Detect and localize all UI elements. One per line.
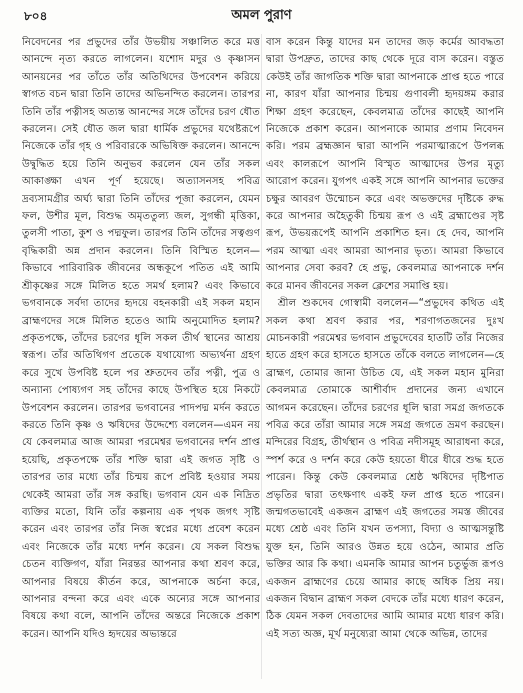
right-paragraph-2: শ্রীল শুকদেব গোস্বামী বললেন—“প্রভুদেব কথিত এই সকল কথা শ্রবণ করার পর, শরণাগতজনের দুঃখ মোচনকারী পরমেশ্বর ভগবান প্রভুদেবের হাতটি তাঁর নিজের হাতে গ্রহণ করে হাসতে হাসতে তাঁকে বলতে লাগলেন—হে ব্রাহ্মণ, তোমার জানা উচিত যে, এই সকল মহান মুনিরা কেবলমাত্র তোমাকে আশীর্বাদ প্রদানের জন্য এখানে আগমন করেছেন। তাঁদের চরণের ধূলি দ্বারা সমগ্র জগতকে পবিত্র করে তাঁরা আমার সঙ্গে সমগ্র জগতে ভ্রমণ করছেন। মন্দিরের বিগ্রহ, তীর্থস্থান ও পবিত্র নদীসমূহ আরাধনা করে, স্পর্শ করে ও দর্শন করে কেউ হয়তো ধীরে ধীরে শুদ্ধ হতে পারেন। কিন্তু কেউ কেবলমাত্র শ্রেষ্ঠ ঋষিদের দৃষ্টিপাত প্রভৃতির দ্বারা তৎক্ষণাৎ একই ফল প্রাপ্ত হতে পারেন। জন্মগতভাবেই একজন ব্রাহ্মণ এই জগতের সমস্ত জীবের মধ্যে শ্রেষ্ঠ এবং তিনি যখন তপস্যা, বিদ্যা ও আত্মসন্তুষ্টি যুক্ত হন, তিনি আরও উন্নত হয়ে ওঠেন, আমার প্রতি ভক্তির আর কি কথা। এমনকি আমার আপন চতুর্ভুজ রূপও একজন ব্রাহ্মণের চেয়ে আমার কাছে অধিক প্রিয় নয়। একজন বিদ্বান ব্রাহ্মণ সকল বেদকে তাঁর মধ্যে ধারণ করেন, ঠিক যেমন সকল দেবতাদের আমি আমার মধ্যে ধারণ করি। এই সত্য অজ্ঞ, মূর্খ মনুষ্যেরা আমা থেকে অভিন্ন, তাদের: [266, 298, 504, 640]
page-header: [22, 6, 501, 30]
right-text-column: [266, 34, 504, 684]
right-paragraph-1: বাস করেন কিন্তু যাদের মন তাদের জড় কর্মের আবদ্ধতা দ্বারা উপদ্রুত, তাদের কাছ থেকে দূরে বাস করেন। বস্তুত কেউই তাঁর জাগতিক শক্তি দ্বারা আপনাকে প্রাপ্ত হতে পারে না, কারণ যাঁরা আপনার চিন্ময় গুণাবলী হৃদয়ঙ্গম করার শিক্ষা গ্রহণ করেছেন, কেবলমাত্র তাঁদের কাছেই আপনি নিজেকে প্রকাশ করেন। আপনাকে আমার প্রণাম নিবেদন করি। পরম ব্রহ্মজ্ঞান দ্বারা আপনি পরমাত্মারূপে উপলব্ধ এবং কালরূপে আপনি বিস্মৃত আত্মাদের উপর মৃত্যু আরোপ করেন। যুগপৎ একই সঙ্গে আপনি আপনার ভক্তের চক্ষুর আবরণ উন্মোচন করে এবং অভক্তদের দৃষ্টিকে রুদ্ধ করে আপনার অহৈতুকী চিন্ময় রূপ ও এই ব্রহ্মাণ্ডের সৃষ্ট রূপ, উভয়রূপেই আপনি প্রকাশিত হন। হে দেব, আপনি পরম আত্মা এবং আমরা আপনার ভৃত্য। আমরা কিভাবে আপনার সেবা করব? হে প্রভু, কেবলমাত্র আপনাকে দর্শন করে মানব জীবনের সকল ক্লেশের সমাপ্তি হয়।: [266, 37, 504, 292]
running-title: অমল পুরাণ: [231, 8, 292, 23]
left-text-column: [22, 34, 260, 684]
left-paragraph-1: নিবেদনের পর প্রভুদের তাঁর উভয়ীয় সঞ্চালিত করে মত্ত আনন্দে নৃত্য করতে লাগলেন। যশোদ মদুর ও কৃষ্ণাসন আনয়নের পর তাঁতে তাঁর অতিথিদের উপবেশন করিয়ে স্বাগত বচন দ্বারা তিনি তাদের অভিনন্দিত করলেন। তারপর তিনি তাঁর পত্নীসহ অত্যন্ত আনন্দের সঙ্গে তাঁদের চরণ ধৌত করলেন। সেই ধৌত জল দ্বারা ধার্মিক প্রভুদের যথেষ্টরূপে নিজেকে তাঁর গৃহ ও পরিবারকে অভিষিক্ত করলেন। আনন্দে উদ্বুদ্ধিত হয়ে তিনি অনুভব করলেন যেন তাঁর সকল আকাঙ্ক্ষা এখন পূর্ণ হয়েছে। অত্যাসনসহ পবিত্র দ্রব্যসামগ্রীর অর্ঘ্য দ্বারা তিনি তাঁদের পূজা করলেন, যেমন ফল, উশীর মূল, বিশুদ্ধ অমৃততুল্য জল, সুগন্ধী মৃত্তিকা, তুলসী পাতা, কুশ ও পদ্মফুল। তারপর তিনি তাঁদের সত্বগুণ বৃদ্ধিকারী অন্ন প্রদান করলেন। তিনি বিস্মিত হলেন—কিভাবে পারিবারিক জীবনের অন্ধকূপে পতিত এই আমি শ্রীকৃষ্ণের সঙ্গে মিলিত হতে সমর্থ হলাম? এবং কিভাবে ভগবানকে সর্বদা তাদের হৃদয়ে বহনকারী এই সকল মহান ব্রাহ্মণদের সঙ্গে মিলিত হতেও আমি অনুমোদিত হলাম? প্রকৃতপক্ষে, তাঁদের চরণের ধূলি সকল তীর্থ স্থানের আশ্রয় স্বরূপ। তাঁর অতিথিগণ প্রতেকে যথাযোগ্য অভ্যর্থনা গ্রহণ করে সুখে উপবিষ্ট হলে পর শ্রুতদেব তাঁর পত্নী, পুত্র ও অন্যান্য পোষ্যগণ সহ তাঁদের কাছে উপস্থিত হয়ে নিকটে উপবেশন করলেন। তারপর ভগবানের পাদপদ্ম মর্দন করতে করতে তিনি কৃষ্ণ ও ঋষিদের উদ্দেশ্যে বললেন—এমন নয় যে কেবলমাত্র আজ আমরা পরমেশ্বর ভগবানের দর্শন প্রাপ্ত হয়েছি, প্রকৃতপক্ষে তাঁর শক্তি দ্বারা এই জগত সৃষ্টি ও তারপর তার মধ্যে তাঁর চিন্ময় রূপে প্রবিষ্ট হওয়ার সময় থেকেই আমরা তাঁর সঙ্গ করছি। ভগবান যেন এক নিদ্রিত ব্যক্তির মতো, যিনি তাঁর কল্পনায় এক পৃথক জগৎ সৃষ্টি করেন এবং তারপর তাঁর নিজ স্বপ্নের মধ্যে প্রবেশ করেন এবং নিজেকে তাঁর মধ্যে দর্শন করেন। যে সকল বিশুদ্ধ চেতন ব্যক্তিগণ, যাঁরা নিরন্তর আপনার কথা শ্রবণ করে, আপনার বিষয়ে কীর্তন করে, আপনাকে অর্চনা করে, আপনার বন্দনা করে এবং একে অন্যের সঙ্গে আপনার বিষয়ে কথা বলে, আপনি তাঁদের অন্তরে নিজেকে প্রকাশ করেন। আপনি যদিও হৃদয়ের অভ্যন্তরে: [22, 37, 260, 640]
page-number: ৮০৪: [24, 9, 48, 23]
column-divider: [261, 34, 262, 679]
